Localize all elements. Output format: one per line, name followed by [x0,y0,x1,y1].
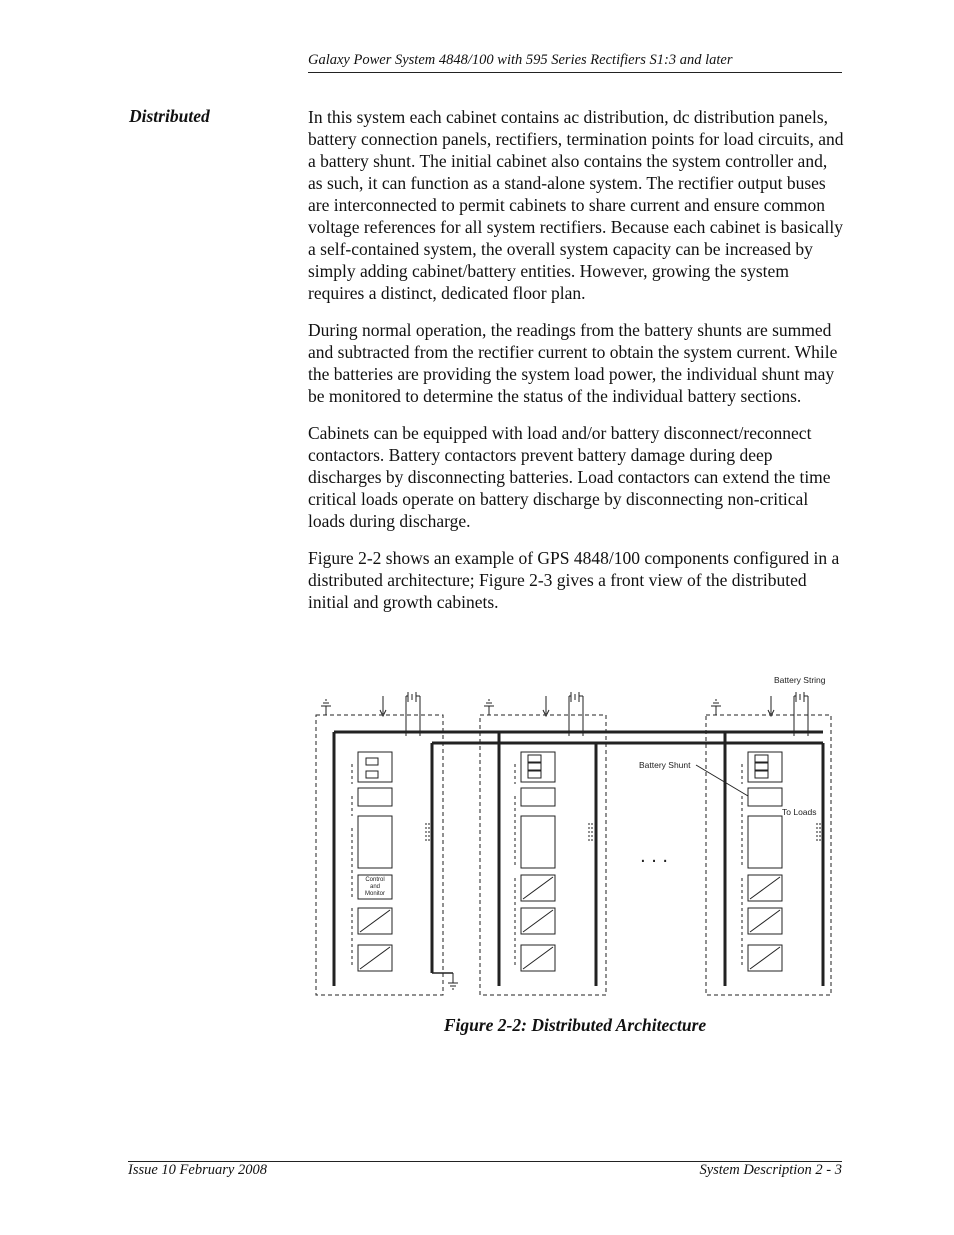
running-header: Galaxy Power System 4848/100 with 595 Series Rectifiers S1:3 and later [308,52,733,68]
control-label-2: and [369,884,381,890]
footer-page-label: System Description 2 - 3 [699,1162,842,1178]
continuation-ellipsis: . . . [640,845,668,867]
battery-icon [768,692,808,736]
to-loads-label: To Loads [782,807,817,817]
paragraph-4: Figure 2-2 shows an example of GPS 4848/100 components configured in a distributed architecture; Figure 2-3 gives a front view of the distributed initial and growth cabinets. [308,548,840,612]
distributed-architecture-figure [308,668,848,1008]
ground-icon [321,700,331,715]
battery-icon [543,692,583,736]
ground-icon [711,700,721,715]
header-rule [308,72,842,73]
ground-icon [448,973,458,989]
paragraph-1: In this system each cabinet contains ac distribution, dc distribution panels, battery connection panels, rectifiers, termination points for load circuits, and a battery shunt. The initial cabinet also contains the system controller and, as such, it can function as a stand-alone system. The rectifier output buses are interconnected to permit cabinets to share current and ensure common voltage references for all system rectifiers. Because each cabinet is basically a self-contained system, the overall system capacity can be increased by simply adding cabinet/battery entities. However, growing the system requires a distinct, dedicated floor plan. [308,107,844,303]
figure-caption: Figure 2-2: Distributed Architecture [443,1015,707,1035]
footer-issue-date: Issue 10 February 2008 [128,1162,267,1178]
paragraph-3: Cabinets can be equipped with load and/or battery disconnect/reconnect contactors. Battery contactors prevent battery damage during deep discharges by disconnecting batteries. Load contactors can extend the time critical loads operate on battery discharge by disconnecting non-critical loads during discharge. [308,423,831,531]
battery-icon [380,692,420,736]
body-text [308,106,844,628]
control-label-1: Control [365,877,385,883]
battery-shunt-label: Battery Shunt [639,760,691,770]
battery-string-label: Battery String [774,675,826,685]
architecture-diagram [308,668,848,1008]
control-label-3: Monitor [364,891,386,897]
ground-icon [484,700,494,715]
section-heading: Distributed [129,106,210,126]
paragraph-2: During normal operation, the readings from the battery shunts are summed and subtracted from the rectifier current to obtain the system current. While the batteries are providing the system load power, the individual shunt may be monitored to determine the status of the individual battery sections. [308,320,838,406]
